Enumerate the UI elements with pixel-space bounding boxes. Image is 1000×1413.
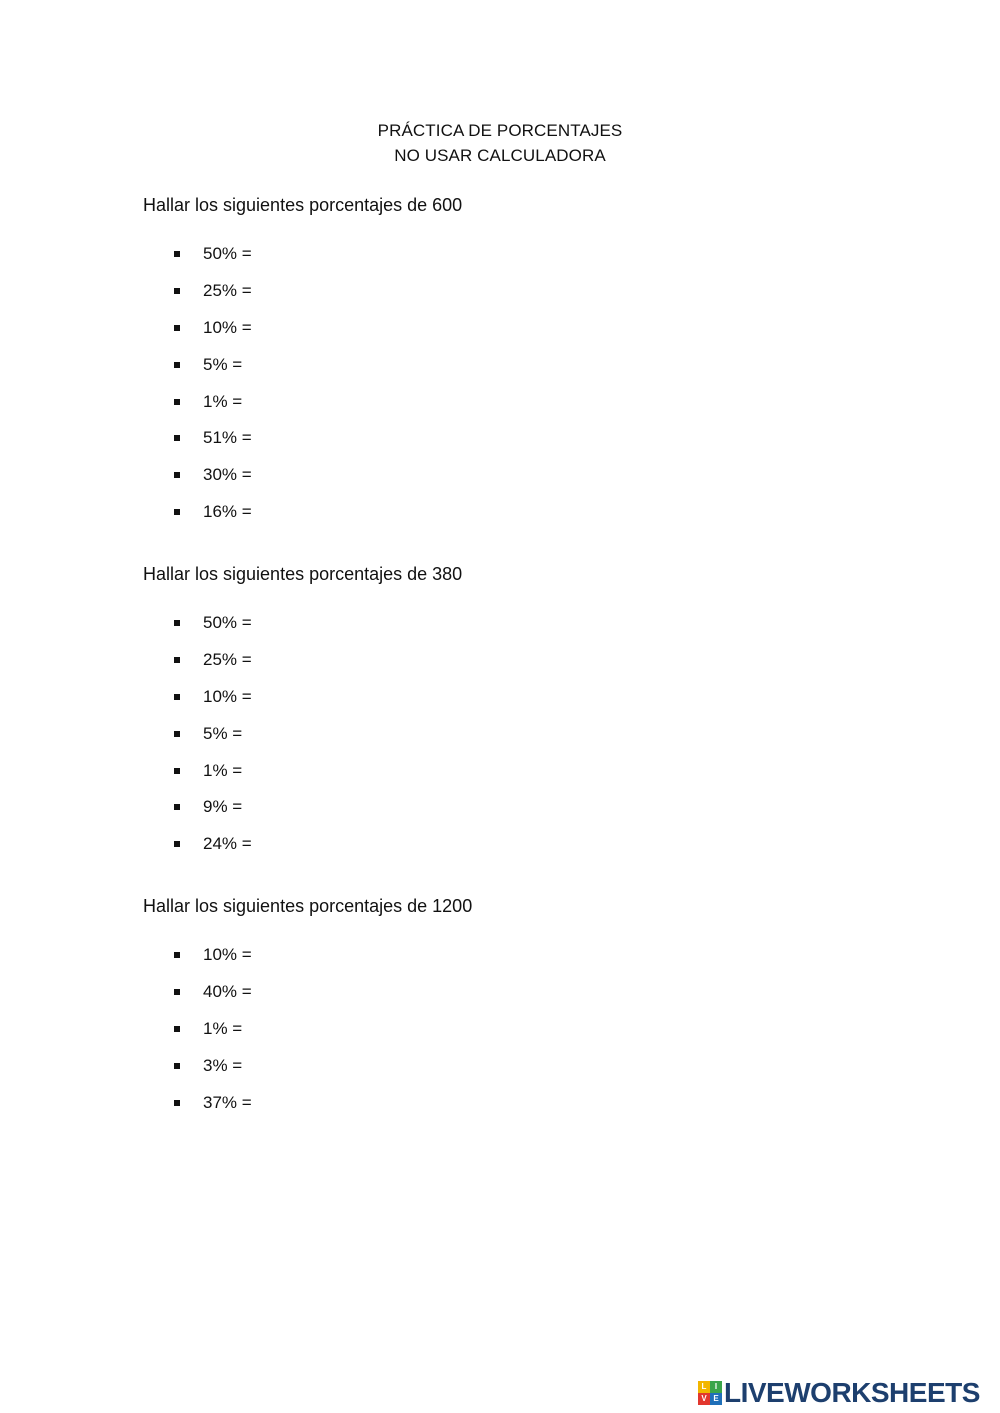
worksheet-title: PRÁCTICA DE PORCENTAJES (377, 121, 623, 140)
square-bullet-icon (174, 288, 180, 294)
square-bullet-icon (174, 362, 180, 368)
section-heading: Hallar los siguientes porcentajes de 600 (143, 195, 463, 215)
square-bullet-icon (174, 1063, 180, 1069)
list-item-text: 10% = (203, 317, 252, 337)
logo-square: E (710, 1393, 722, 1405)
section-1200 (143, 894, 472, 1127)
logo-square: L (698, 1381, 710, 1393)
list-item-text: 25% = (203, 280, 252, 300)
logo-square: V (698, 1393, 710, 1405)
list-item (143, 1091, 472, 1128)
list-item-text: 50% = (203, 613, 252, 632)
list-item-text: 1% = (203, 760, 243, 780)
logo-square: I (710, 1381, 722, 1393)
brand-wordmark: LIVEWORKSHEETS (724, 1377, 980, 1408)
list-item-text: 1% = (203, 1018, 243, 1038)
section-heading: Hallar los siguientes porcentajes de 380 (143, 564, 463, 584)
square-bullet-icon (174, 620, 180, 626)
square-bullet-icon (174, 989, 180, 995)
list-item (143, 279, 462, 316)
list-item (143, 611, 462, 648)
square-bullet-icon (174, 399, 180, 405)
square-bullet-icon (174, 841, 180, 847)
list-item-text: 10% = (203, 945, 252, 964)
list-item (143, 832, 462, 869)
list-item (143, 242, 462, 279)
liveworksheets-logo-icon (698, 1381, 722, 1405)
list-item-text: 30% = (203, 465, 252, 485)
list-item-text: 5% = (203, 354, 243, 374)
list-item-text: 50% = (203, 244, 252, 263)
list-item-text: 9% = (203, 797, 243, 817)
list-item (143, 463, 462, 500)
square-bullet-icon (174, 657, 180, 663)
list-item (143, 980, 472, 1017)
list-item-text: 40% = (203, 981, 252, 1001)
square-bullet-icon (174, 731, 180, 737)
list-item-text: 3% = (203, 1055, 243, 1075)
list-item (143, 648, 462, 685)
worksheet-subtitle: NO USAR CALCULADORA (394, 146, 606, 165)
list-item (143, 1054, 472, 1091)
square-bullet-icon (174, 768, 180, 774)
square-bullet-icon (174, 952, 180, 958)
list-item (143, 426, 462, 463)
list-item (143, 943, 472, 980)
list-item-text: 1% = (203, 391, 243, 411)
square-bullet-icon (174, 472, 180, 478)
section-600 (143, 193, 462, 537)
list-item (143, 759, 462, 796)
section-380 (143, 562, 462, 869)
square-bullet-icon (174, 251, 180, 257)
percentage-list (143, 611, 462, 869)
list-item (143, 722, 462, 759)
list-item (143, 685, 462, 722)
list-item (143, 316, 462, 353)
square-bullet-icon (174, 694, 180, 700)
list-item-text: 16% = (203, 502, 252, 522)
list-item-text: 10% = (203, 686, 252, 706)
list-item (143, 500, 462, 537)
list-item (143, 795, 462, 832)
list-item-text: 25% = (203, 649, 252, 669)
section-heading: Hallar los siguientes porcentajes de 1200 (143, 896, 473, 916)
liveworksheets-brand (698, 1378, 980, 1408)
square-bullet-icon (174, 509, 180, 515)
list-item (143, 1017, 472, 1054)
square-bullet-icon (174, 435, 180, 441)
percentage-list (143, 242, 462, 537)
square-bullet-icon (174, 804, 180, 810)
list-item (143, 390, 462, 427)
square-bullet-icon (174, 1026, 180, 1032)
list-item-text: 37% = (203, 1092, 252, 1112)
percentage-list (143, 943, 472, 1127)
list-item-text: 51% = (203, 428, 252, 448)
square-bullet-icon (174, 1100, 180, 1106)
list-item (143, 353, 462, 390)
square-bullet-icon (174, 325, 180, 331)
list-item-text: 5% = (203, 723, 243, 743)
list-item-text: 24% = (203, 834, 252, 854)
